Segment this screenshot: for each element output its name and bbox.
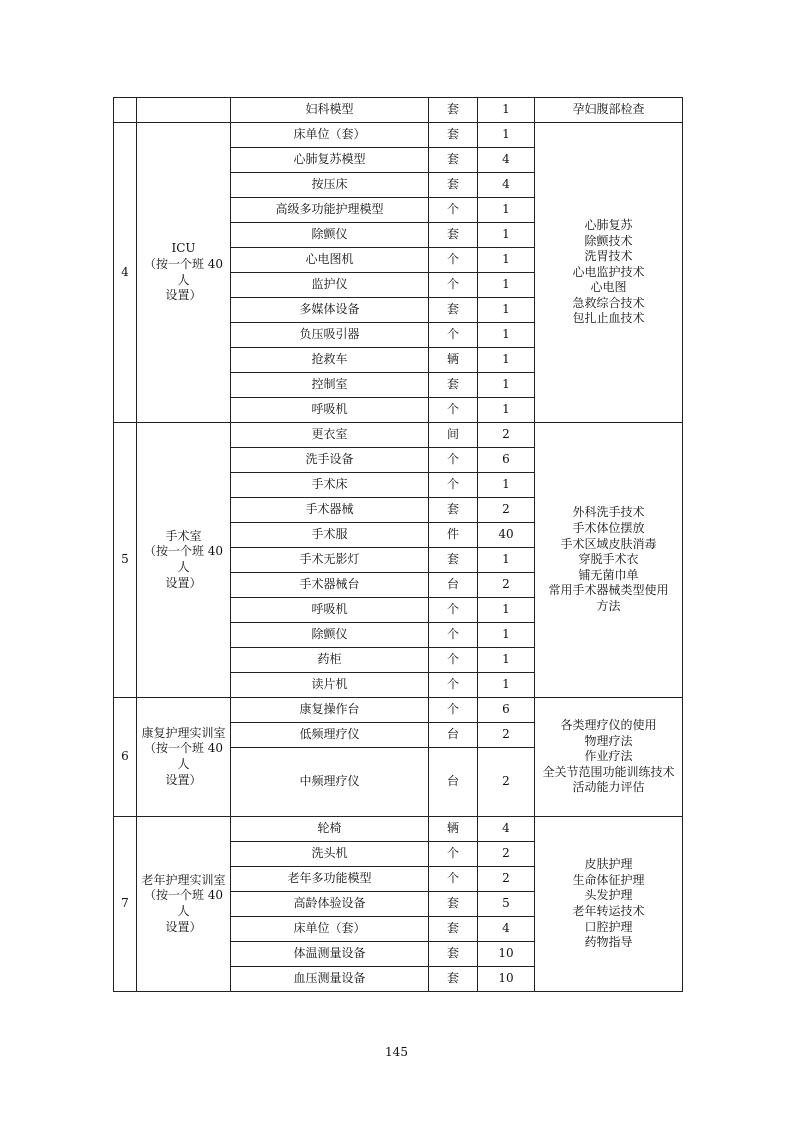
- unit: 套: [429, 223, 478, 248]
- quantity: 1: [478, 248, 535, 273]
- room-category: [137, 98, 231, 123]
- equipment-name: 洗头机: [231, 842, 429, 867]
- equipment-name: 高龄体验设备: [231, 892, 429, 917]
- quantity: 10: [478, 967, 535, 992]
- table-row: [114, 423, 683, 448]
- table-row: [114, 98, 683, 123]
- quantity: 1: [478, 348, 535, 373]
- unit: 个: [429, 867, 478, 892]
- quantity: 4: [478, 148, 535, 173]
- unit: 个: [429, 623, 478, 648]
- unit: 套: [429, 298, 478, 323]
- table-row: [114, 698, 683, 723]
- equipment-name: 除颤仪: [231, 223, 429, 248]
- quantity: 1: [478, 223, 535, 248]
- equipment-name: 血压测量设备: [231, 967, 429, 992]
- training-content: 心肺复苏 除颤技术 洗胃技术 心电监护技术 心电图 急救综合技术 包扎止血技术: [535, 123, 683, 423]
- quantity: 4: [478, 173, 535, 198]
- equipment-name: 按压床: [231, 173, 429, 198]
- equipment-name: 高级多功能护理模型: [231, 198, 429, 223]
- table-row: [114, 817, 683, 842]
- quantity: 1: [478, 648, 535, 673]
- quantity: 1: [478, 473, 535, 498]
- training-content: 皮肤护理 生命体征护理 头发护理 老年转运技术 口腔护理 药物指导: [535, 817, 683, 992]
- equipment-name: 低频理疗仪: [231, 723, 429, 748]
- unit: 套: [429, 917, 478, 942]
- unit: 个: [429, 698, 478, 723]
- equipment-name: 多媒体设备: [231, 298, 429, 323]
- quantity: 1: [478, 323, 535, 348]
- unit: 个: [429, 448, 478, 473]
- equipment-name: 心肺复苏模型: [231, 148, 429, 173]
- page-number: 145: [385, 1045, 408, 1059]
- equipment-name: 妇科模型: [231, 98, 429, 123]
- unit: 个: [429, 398, 478, 423]
- quantity: 6: [478, 698, 535, 723]
- equipment-name: 体温测量设备: [231, 942, 429, 967]
- unit: 套: [429, 967, 478, 992]
- equipment-name: 更衣室: [231, 423, 429, 448]
- unit: 间: [429, 423, 478, 448]
- quantity: 2: [478, 498, 535, 523]
- equipment-name: 抢救车: [231, 348, 429, 373]
- quantity: 4: [478, 817, 535, 842]
- unit: 辆: [429, 348, 478, 373]
- equipment-name: 监护仪: [231, 273, 429, 298]
- quantity: 1: [478, 298, 535, 323]
- quantity: 1: [478, 673, 535, 698]
- equipment-name: 床单位（套）: [231, 917, 429, 942]
- unit: 个: [429, 273, 478, 298]
- unit: 台: [429, 748, 478, 817]
- equipment-name: 洗手设备: [231, 448, 429, 473]
- quantity: 2: [478, 842, 535, 867]
- training-content: 外科洗手技术 手术体位摆放 手术区域皮肤消毒 穿脱手术衣 铺无菌巾单 常用手术器械类型使用 方法: [535, 423, 683, 698]
- equipment-name: 手术无影灯: [231, 548, 429, 573]
- quantity: 1: [478, 398, 535, 423]
- equipment-name: 呼吸机: [231, 598, 429, 623]
- row-number: [114, 98, 137, 123]
- unit: 套: [429, 373, 478, 398]
- row-number: 4: [114, 123, 137, 423]
- table-body: [114, 98, 683, 992]
- room-category: 手术室 （按一个班 40 人 设置）: [137, 423, 231, 698]
- unit: 套: [429, 892, 478, 917]
- equipment-name: 心电图机: [231, 248, 429, 273]
- quantity: 1: [478, 98, 535, 123]
- room-category: ICU （按一个班 40 人 设置）: [137, 123, 231, 423]
- quantity: 5: [478, 892, 535, 917]
- equipment-name: 读片机: [231, 673, 429, 698]
- unit: 个: [429, 198, 478, 223]
- equipment-name: 控制室: [231, 373, 429, 398]
- equipment-name: 手术器械台: [231, 573, 429, 598]
- unit: 套: [429, 942, 478, 967]
- equipment-name: 轮椅: [231, 817, 429, 842]
- unit: 台: [429, 723, 478, 748]
- quantity: 2: [478, 723, 535, 748]
- quantity: 2: [478, 573, 535, 598]
- equipment-name: 老年多功能模型: [231, 867, 429, 892]
- unit: 套: [429, 173, 478, 198]
- unit: 个: [429, 842, 478, 867]
- unit: 台: [429, 573, 478, 598]
- room-category: 老年护理实训室 （按一个班 40 人 设置）: [137, 817, 231, 992]
- unit: 套: [429, 98, 478, 123]
- quantity: 1: [478, 598, 535, 623]
- equipment-name: 手术服: [231, 523, 429, 548]
- training-content: 各类理疗仪的使用 物理疗法 作业疗法 全关节范围功能训练技术 活动能力评估: [535, 698, 683, 817]
- unit: 个: [429, 673, 478, 698]
- equipment-name: 中频理疗仪: [231, 748, 429, 817]
- unit: 套: [429, 123, 478, 148]
- row-number: 6: [114, 698, 137, 817]
- unit: 个: [429, 323, 478, 348]
- equipment-name: 除颤仪: [231, 623, 429, 648]
- equipment-name: 呼吸机: [231, 398, 429, 423]
- quantity: 1: [478, 123, 535, 148]
- quantity: 2: [478, 867, 535, 892]
- unit: 个: [429, 248, 478, 273]
- quantity: 4: [478, 917, 535, 942]
- quantity: 1: [478, 273, 535, 298]
- equipment-name: 床单位（套）: [231, 123, 429, 148]
- quantity: 2: [478, 748, 535, 817]
- equipment-name: 负压吸引器: [231, 323, 429, 348]
- equipment-name: 手术床: [231, 473, 429, 498]
- table-row: [114, 123, 683, 148]
- unit: 辆: [429, 817, 478, 842]
- unit: 套: [429, 498, 478, 523]
- equipment-table: [113, 97, 683, 992]
- quantity: 1: [478, 373, 535, 398]
- unit: 个: [429, 598, 478, 623]
- quantity: 1: [478, 548, 535, 573]
- quantity: 40: [478, 523, 535, 548]
- equipment-name: 药柜: [231, 648, 429, 673]
- unit: 个: [429, 473, 478, 498]
- unit: 套: [429, 548, 478, 573]
- quantity: 6: [478, 448, 535, 473]
- training-content: 孕妇腹部检查: [535, 98, 683, 123]
- row-number: 7: [114, 817, 137, 992]
- room-category: 康复护理实训室 （按一个班 40 人 设置）: [137, 698, 231, 817]
- quantity: 2: [478, 423, 535, 448]
- quantity: 1: [478, 198, 535, 223]
- row-number: 5: [114, 423, 137, 698]
- equipment-name: 手术器械: [231, 498, 429, 523]
- equipment-name: 康复操作台: [231, 698, 429, 723]
- unit: 套: [429, 148, 478, 173]
- quantity: 10: [478, 942, 535, 967]
- quantity: 1: [478, 623, 535, 648]
- unit: 个: [429, 648, 478, 673]
- unit: 件: [429, 523, 478, 548]
